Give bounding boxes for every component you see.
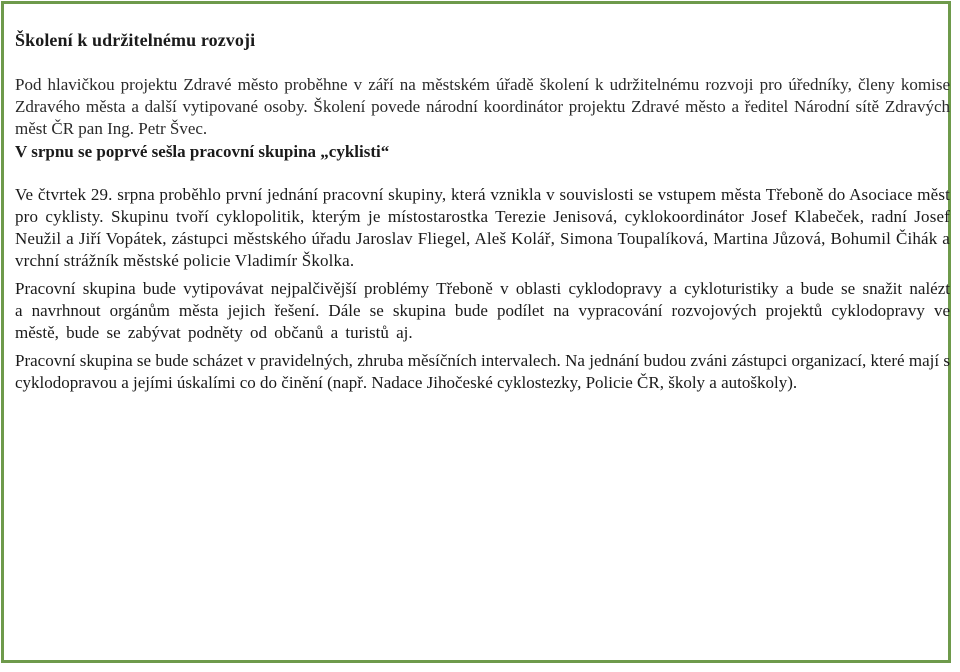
body-paragraph-3: Pracovní skupina se bude scházet v pravidelných, zhruba měsíčních intervalech. Na jednání budou zváni zástupci organizací, které mají s cyklodopravou a jejími úskalími co do činění (např. Nadace Jihočeské cyklostezky, Policie ČR, školy a autoškoly).: [15, 351, 950, 392]
body-paragraph-2: Pracovní skupina bude vytipovávat nejpalčivější problémy Třeboně v oblasti cyklodopravy a cykloturistiky a bude se snažit nalézt a navrhnout orgánům města jejich řešení. Dále se skupina bude podílet na vypracování rozvojových projektů cyklodopravy ve městě, bude se zabývat podněty od občanů a turistů aj.: [15, 279, 950, 342]
body-paragraph-1: Ve čtvrtek 29. srpna proběhlo první jednání pracovní skupiny, která vznikla v souvislosti se vstupem města Třeboně do Asociace měst pro cyklisty. Skupinu tvoří cyklopolitik, kterým je místostarostka Terezie Jenisová, cyklokoordinátor Josef Klabeček, radní Josef Neužil a Jiří Vopátek, zástupci městského úřadu Jaroslav Fliegel, Aleš Kolář, Simona Toupalíková, Martina Jůzová, Bohumil Čihák a vrchní strážník městské policie Vladimír Školka.: [15, 185, 950, 270]
section-heading: V srpnu se poprvé sešla pracovní skupina „cyklisti“: [15, 142, 390, 161]
document-title: Školení k udržitelnému rozvoji: [15, 30, 256, 50]
intro-paragraph: Pod hlavičkou projektu Zdravé město proběhne v září na městském úřadě školení k udržitelnému rozvoji pro úředníky, členy komise Zdravého města a další vytipované osoby. Školení povede národní koordinátor projektu Zdravé město a ředitel Národní sítě Zdravých měst ČR pan Ing. Petr Švec.: [15, 75, 950, 138]
document-content: [15, 28, 950, 394]
